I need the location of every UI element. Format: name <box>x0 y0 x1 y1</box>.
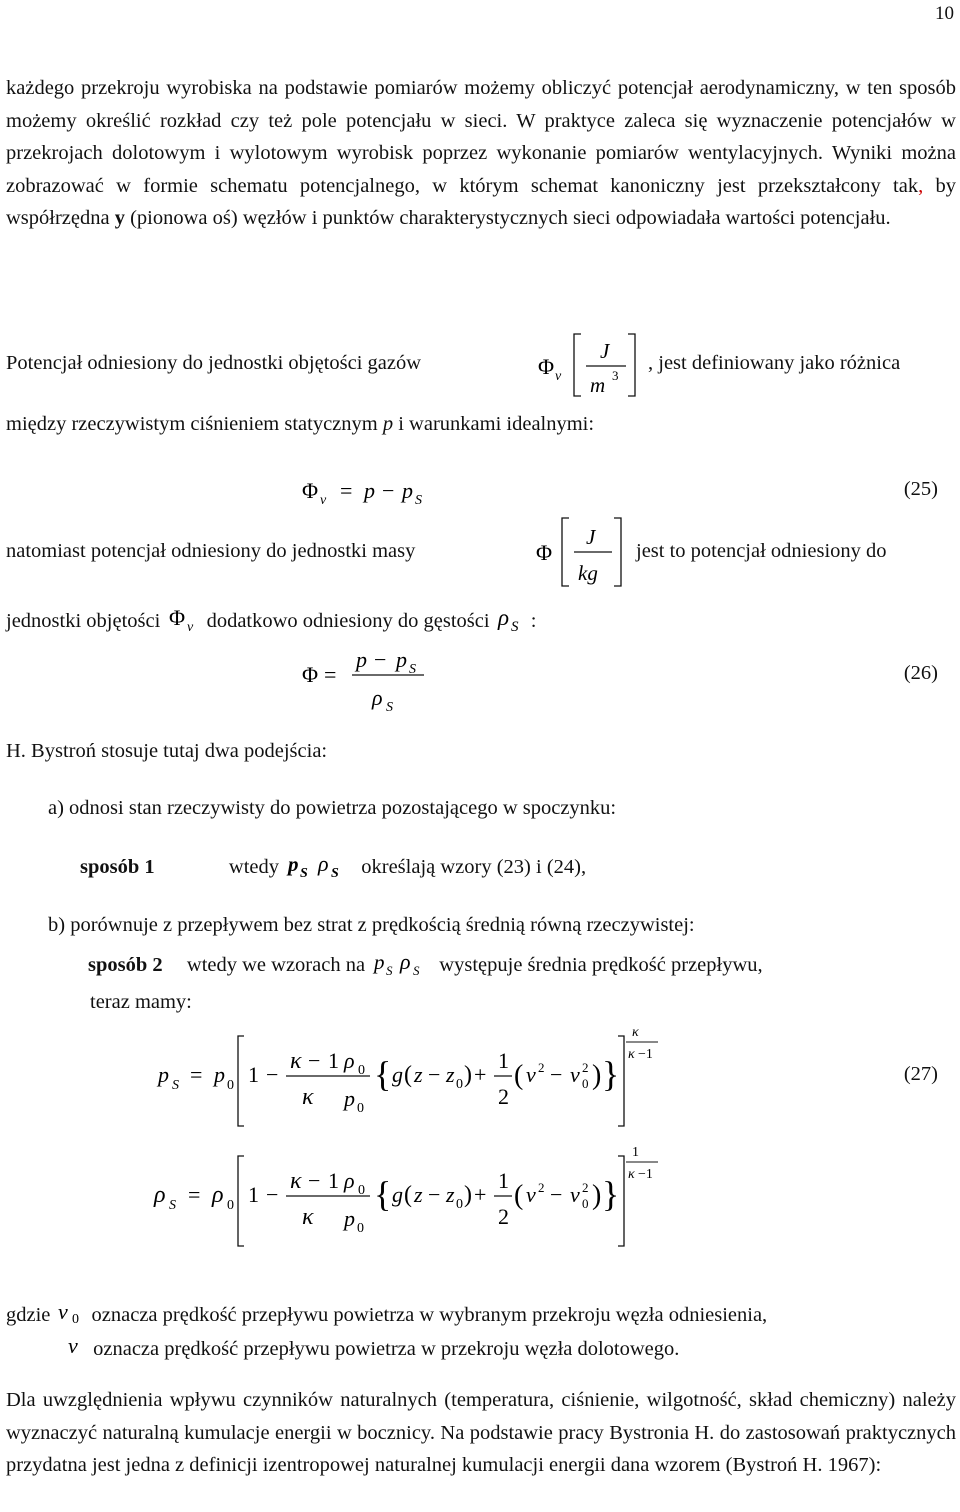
svg-text:0: 0 <box>357 1221 364 1236</box>
svg-text:ρ: ρ <box>318 851 329 876</box>
svg-text:1: 1 <box>328 1048 339 1073</box>
svg-text:{: { <box>374 1054 392 1094</box>
svg-text:v: v <box>570 1182 580 1207</box>
svg-text:v: v <box>320 493 327 508</box>
svg-text:0: 0 <box>227 1198 234 1213</box>
paragraph-mass-potential-line2: jednostki objętości Φ v dodatkowo odniesiony do gęstości ρ S : <box>6 605 537 635</box>
svg-text:Φ: Φ <box>302 478 319 503</box>
equation-25-number: (25) <box>903 478 938 500</box>
svg-text:=: = <box>190 1062 203 1087</box>
svg-text:ρ: ρ <box>372 685 383 710</box>
formula-phi-v-unit <box>528 330 648 402</box>
svg-text:p: p <box>288 852 299 876</box>
svg-text:v: v <box>187 620 194 633</box>
page-number: 10 <box>935 3 954 24</box>
equation-26-number: (26) <box>903 662 938 684</box>
svg-text:3: 3 <box>612 368 619 383</box>
svg-text:2: 2 <box>582 1180 589 1195</box>
svg-text:κ: κ <box>290 1048 302 1074</box>
svg-text:J: J <box>600 339 610 363</box>
svg-text:p: p <box>374 950 385 974</box>
svg-text:p: p <box>158 1062 169 1087</box>
paragraph-natural-energy: Dla uwzględnienia wpływu czynników naturalnych (temperatura, ciśnienie, wilgotność, skład chemiczny) należy wyznaczyć naturalną kumulacje energii w bocznicy. Na podstawie pracy Bystronia H. do zastosowań praktycznych przydatna jest jedna z definicji izentropowej naturalnej kumulacji energii dana wzorem (Bystroń H. 1967): <box>6 1389 956 1476</box>
svg-text:1: 1 <box>248 1062 259 1087</box>
method-2-line: sposób 2 wtedy we wzorach na p S ρ S występuje średnia prędkość przepływu, <box>88 949 763 978</box>
definition-v: v oznacza prędkość przepływu powietrza w przekroju węzła dolotowego. <box>68 1333 680 1360</box>
svg-text:}: } <box>602 1054 620 1094</box>
svg-text:−: − <box>550 1062 563 1087</box>
svg-text:v: v <box>57 1299 68 1324</box>
paragraph-volume-potential-line1-end: , jest definiowany jako różnica <box>648 352 901 374</box>
svg-text:g: g <box>392 1062 403 1087</box>
now-we-have: teraz mamy: <box>90 991 192 1013</box>
svg-text:−1: −1 <box>638 1047 653 1062</box>
svg-text:0: 0 <box>456 1197 463 1212</box>
svg-text:=: = <box>340 478 353 503</box>
svg-text:2: 2 <box>538 1180 545 1195</box>
svg-text:−1: −1 <box>638 1167 653 1182</box>
paragraph-bystron-approaches: H. Bystroń stosuje tutaj dwa podejścia: <box>6 740 328 762</box>
svg-text:κ: κ <box>290 1168 302 1194</box>
method-2-label: sposób 2 <box>88 954 163 976</box>
svg-text:Φ: Φ <box>302 662 319 687</box>
svg-text:Φ: Φ <box>169 605 186 630</box>
svg-text:−: − <box>308 1168 321 1193</box>
svg-text:}: } <box>602 1174 620 1214</box>
svg-text:S: S <box>169 1198 176 1213</box>
equation-27-number: (27) <box>903 1063 938 1085</box>
svg-text:2: 2 <box>498 1084 509 1109</box>
formula-phi-unit <box>532 514 632 590</box>
paragraph-volume-potential-line2: między rzeczywistym ciśnieniem statycznym p i warunkami idealnymi: <box>6 413 595 435</box>
svg-text:2: 2 <box>538 1060 545 1075</box>
svg-text:ρ: ρ <box>400 949 411 974</box>
method-1-line: sposób 1 wtedy p S ρ S określają wzory (23) i (24), <box>80 851 587 881</box>
svg-text:ρ: ρ <box>212 1182 224 1208</box>
svg-text:ρ: ρ <box>497 605 509 630</box>
svg-text:κ: κ <box>628 1047 635 1062</box>
svg-text:ρ: ρ <box>154 1182 166 1208</box>
svg-text:{: { <box>374 1174 392 1214</box>
equation-25 <box>300 470 480 510</box>
svg-text:p: p <box>396 647 407 672</box>
svg-text:0: 0 <box>71 1312 79 1327</box>
method-1-label: sposób 1 <box>80 856 155 878</box>
svg-text:κ: κ <box>628 1167 635 1182</box>
svg-text:−: − <box>374 647 387 672</box>
svg-text:1: 1 <box>498 1168 509 1193</box>
svg-text:S: S <box>172 1078 179 1093</box>
svg-text:z: z <box>414 1062 423 1087</box>
svg-text:0: 0 <box>357 1101 364 1116</box>
svg-text:0: 0 <box>582 1076 589 1091</box>
svg-text:m: m <box>590 373 606 397</box>
svg-text:S: S <box>415 493 422 508</box>
svg-text:1: 1 <box>248 1182 259 1207</box>
equation-27-pressure <box>152 1022 672 1132</box>
svg-text:(: ( <box>404 1182 412 1208</box>
svg-text:z: z <box>446 1182 455 1207</box>
svg-text:−: − <box>550 1182 563 1207</box>
svg-text:kg: kg <box>578 561 598 585</box>
list-item-b: b) porównuje z przepływem bez strat z prędkością średnią równą rzeczywistej: <box>48 914 695 936</box>
svg-text:v: v <box>526 1182 536 1207</box>
list-item-a: a) odnosi stan rzeczywisty do powietrza pozostającego w spoczynku: <box>48 797 617 819</box>
svg-text:1: 1 <box>498 1048 509 1073</box>
svg-text:+: + <box>474 1062 487 1087</box>
paragraph-potential-intro: każdego przekroju wyrobiska na podstawie pomiarów możemy obliczyć potencjał aerodynamiczny, w ten sposób możemy określić rozkład czy też pole potencjału w sieci. W praktyce zaleca się wyznaczenie potencjałów w przekrojach dolotowym i wylotowym wyrobisk poprzez wykonanie pomiarów wentylacyjnych. Wyniki można zobrazować w formie schematu potencjalnego, w którym schemat kanoniczny jest przekształcony tak, by współrzędna y (pionowa oś) węzłów i punktów charakterystycznych sieci odpowiadała wartości potencjału. <box>6 77 957 229</box>
svg-text:2: 2 <box>582 1060 589 1075</box>
svg-text:v: v <box>526 1062 536 1087</box>
svg-text:−: − <box>428 1062 441 1087</box>
svg-text:0: 0 <box>358 1183 365 1198</box>
svg-text:S: S <box>386 963 393 978</box>
svg-text:p: p <box>344 1086 355 1111</box>
paragraph-mass-potential-line1: natomiast potencjał odniesiony do jednostki masy <box>6 540 416 562</box>
svg-text:ρ: ρ <box>344 1048 355 1073</box>
svg-text:1: 1 <box>632 1145 639 1160</box>
svg-text:J: J <box>586 525 596 549</box>
svg-text:z: z <box>446 1062 455 1087</box>
svg-text:): ) <box>592 1060 602 1091</box>
svg-text:ρ: ρ <box>344 1168 355 1193</box>
svg-text:=: = <box>188 1182 201 1207</box>
svg-text:(: ( <box>514 1060 524 1091</box>
svg-text:S: S <box>510 619 519 635</box>
equation-27-density <box>148 1140 668 1250</box>
svg-text:g: g <box>392 1182 403 1207</box>
svg-text:p: p <box>356 647 367 672</box>
svg-text:S: S <box>331 866 339 881</box>
svg-text:p: p <box>402 478 413 503</box>
svg-text:S: S <box>386 700 393 715</box>
equation-26 <box>300 645 440 715</box>
svg-text:v: v <box>570 1062 580 1087</box>
definition-v0: gdzie v 0 oznacza prędkość przepływu powietrza w wybranym przekroju węzła odniesienia, <box>6 1299 768 1327</box>
svg-text:−: − <box>382 478 395 503</box>
svg-text:−: − <box>428 1182 441 1207</box>
svg-text:z: z <box>414 1182 423 1207</box>
svg-text:Φ: Φ <box>536 540 553 565</box>
svg-text:): ) <box>464 1182 472 1208</box>
svg-text:+: + <box>474 1182 487 1207</box>
svg-text:(: ( <box>404 1062 412 1088</box>
svg-text:p: p <box>344 1206 355 1231</box>
svg-text:): ) <box>592 1180 602 1211</box>
svg-text:−: − <box>308 1048 321 1073</box>
svg-text:(: ( <box>514 1180 524 1211</box>
svg-text:): ) <box>464 1062 472 1088</box>
paragraph-volume-potential-line1: Potencjał odniesiony do jednostki objętości gazów <box>6 352 422 374</box>
svg-text:κ: κ <box>302 1084 314 1110</box>
svg-text:S: S <box>300 866 308 881</box>
svg-text:0: 0 <box>456 1077 463 1092</box>
svg-text:−: − <box>266 1182 279 1207</box>
svg-text:p: p <box>364 478 375 503</box>
svg-text:=: = <box>324 662 337 687</box>
svg-text:κ: κ <box>632 1025 639 1040</box>
svg-text:0: 0 <box>358 1063 365 1078</box>
svg-text:p: p <box>214 1062 225 1087</box>
svg-text:−: − <box>266 1062 279 1087</box>
svg-text:S: S <box>413 963 420 978</box>
svg-text:2: 2 <box>498 1204 509 1229</box>
svg-text:κ: κ <box>302 1204 314 1230</box>
paragraph-mass-potential-line1-end: jest to potencjał odniesiony do <box>636 540 887 562</box>
svg-text:1: 1 <box>328 1168 339 1193</box>
svg-text:S: S <box>409 662 416 677</box>
svg-text:0: 0 <box>582 1196 589 1211</box>
svg-text:Φ: Φ <box>538 354 555 379</box>
svg-text:0: 0 <box>227 1078 234 1093</box>
svg-text:v: v <box>555 369 562 384</box>
svg-text:v: v <box>68 1333 78 1358</box>
